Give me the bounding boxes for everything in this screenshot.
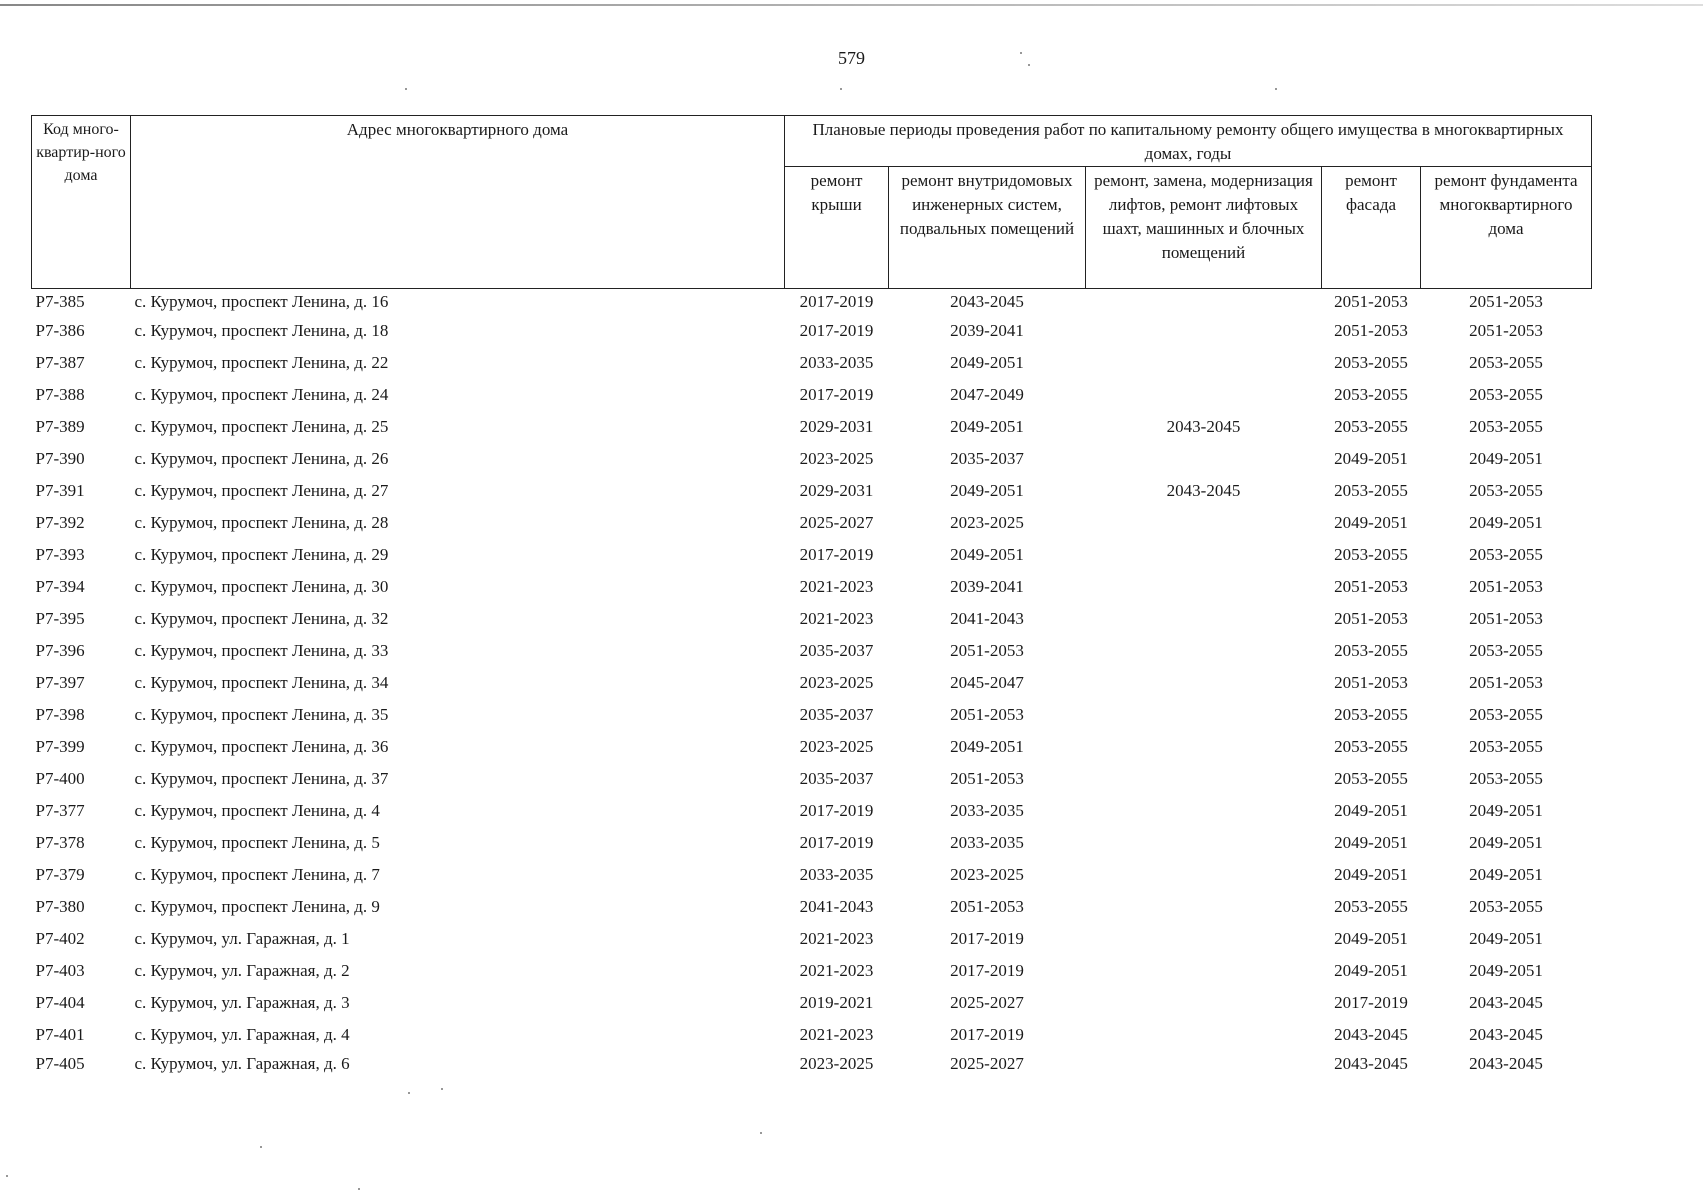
- cell-address: с. Курумоч, проспект Ленина, д. 29: [134, 545, 389, 564]
- cell-roof-period: 2021-2023: [799, 929, 874, 948]
- cell-facade-period: 2053-2055: [1334, 385, 1408, 404]
- table-row: [32, 923, 1592, 955]
- cell-foundation-period: 2051-2053: [1469, 577, 1543, 596]
- cell-engineering-period: 2049-2051: [950, 737, 1024, 756]
- cell-elevators-period: [1086, 379, 1322, 411]
- cell-foundation-period: 2049-2051: [1469, 865, 1543, 884]
- cell-roof-period: 2035-2037: [799, 705, 874, 724]
- cell-foundation-period: 2053-2055: [1469, 385, 1543, 404]
- table-row: [32, 289, 1592, 316]
- cell-engineering-period: 2023-2025: [950, 513, 1024, 532]
- cell-facade-period: 2049-2051: [1334, 929, 1408, 948]
- cell-building-code: Р7-386: [35, 321, 85, 340]
- cell-foundation-period: 2053-2055: [1469, 481, 1543, 500]
- scan-speck: [1028, 64, 1030, 66]
- cell-roof-period: 2033-2035: [799, 353, 874, 372]
- cell-elevators-period: [1086, 315, 1322, 347]
- cell-foundation-period: 2049-2051: [1469, 513, 1543, 532]
- cell-engineering-period: 2041-2043: [950, 609, 1024, 628]
- scan-speck: [260, 1146, 262, 1148]
- cell-roof-period: 2025-2027: [799, 513, 874, 532]
- table-row: [32, 795, 1592, 827]
- cell-elevators-period: [1086, 827, 1322, 859]
- cell-facade-period: 2049-2051: [1334, 513, 1408, 532]
- cell-building-code: Р7-387: [35, 353, 85, 372]
- cell-building-code: Р7-378: [35, 833, 85, 852]
- cell-address: с. Курумоч, проспект Ленина, д. 26: [134, 449, 389, 468]
- cell-elevators-period: [1086, 289, 1322, 316]
- cell-building-code: Р7-389: [35, 417, 85, 436]
- cell-elevators-period: 2043-2045: [1166, 481, 1241, 500]
- table-row: [32, 859, 1592, 891]
- cell-engineering-period: 2051-2053: [950, 641, 1024, 660]
- cell-engineering-period: 2017-2019: [950, 1025, 1024, 1044]
- cell-foundation-period: 2051-2053: [1469, 673, 1543, 692]
- cell-roof-period: 2017-2019: [799, 292, 874, 311]
- cell-elevators-period: [1086, 539, 1322, 571]
- table-row: [32, 475, 1592, 507]
- cell-facade-period: 2053-2055: [1334, 705, 1408, 724]
- table-row: [32, 891, 1592, 923]
- cell-roof-period: 2035-2037: [799, 769, 874, 788]
- cell-address: с. Курумоч, ул. Гаражная, д. 1: [134, 929, 350, 948]
- cell-address: с. Курумоч, проспект Ленина, д. 28: [134, 513, 389, 532]
- cell-foundation-period: 2051-2053: [1469, 609, 1543, 628]
- cell-address: с. Курумоч, проспект Ленина, д. 32: [134, 609, 389, 628]
- header-foundation: ремонт фундамента многоквартирного дома: [1421, 167, 1592, 289]
- cell-foundation-period: 2049-2051: [1469, 929, 1543, 948]
- cell-elevators-period: [1086, 859, 1322, 891]
- cell-elevators-period: [1086, 731, 1322, 763]
- cell-engineering-period: 2033-2035: [950, 833, 1024, 852]
- table-row: [32, 667, 1592, 699]
- cell-building-code: Р7-394: [35, 577, 85, 596]
- table-row: [32, 987, 1592, 1019]
- cell-facade-period: 2053-2055: [1334, 769, 1408, 788]
- cell-elevators-period: [1086, 763, 1322, 795]
- table-row: [32, 955, 1592, 987]
- scan-speck: [1275, 88, 1277, 90]
- scan-speck: [760, 1132, 762, 1134]
- table-row: [32, 635, 1592, 667]
- table-row: [32, 507, 1592, 539]
- cell-engineering-period: 2049-2051: [950, 353, 1024, 372]
- cell-roof-period: 2023-2025: [799, 1054, 874, 1073]
- cell-building-code: Р7-401: [35, 1025, 85, 1044]
- scan-speck: [6, 1175, 8, 1177]
- cell-building-code: Р7-393: [35, 545, 85, 564]
- cell-elevators-period: [1086, 987, 1322, 1019]
- cell-building-code: Р7-400: [35, 769, 85, 788]
- cell-elevators-period: [1086, 699, 1322, 731]
- cell-foundation-period: 2053-2055: [1469, 641, 1543, 660]
- cell-building-code: Р7-397: [35, 673, 85, 692]
- cell-roof-period: 2023-2025: [799, 737, 874, 756]
- cell-facade-period: 2017-2019: [1334, 993, 1408, 1012]
- cell-building-code: Р7-388: [35, 385, 85, 404]
- cell-address: с. Курумоч, проспект Ленина, д. 30: [134, 577, 389, 596]
- cell-address: с. Курумоч, проспект Ленина, д. 37: [134, 769, 389, 788]
- cell-address: с. Курумоч, проспект Ленина, д. 36: [134, 737, 389, 756]
- table-row: [32, 539, 1592, 571]
- cell-building-code: Р7-403: [35, 961, 85, 980]
- cell-roof-period: 2021-2023: [799, 1025, 874, 1044]
- cell-roof-period: 2029-2031: [799, 481, 874, 500]
- cell-roof-period: 2017-2019: [799, 801, 874, 820]
- cell-building-code: Р7-404: [35, 993, 85, 1012]
- cell-engineering-period: 2025-2027: [950, 993, 1024, 1012]
- cell-elevators-period: [1086, 347, 1322, 379]
- cell-elevators-period: [1086, 571, 1322, 603]
- cell-facade-period: 2043-2045: [1334, 1054, 1408, 1073]
- cell-facade-period: 2049-2051: [1334, 801, 1408, 820]
- cell-address: с. Курумоч, проспект Ленина, д. 4: [134, 801, 380, 820]
- cell-roof-period: 2023-2025: [799, 449, 874, 468]
- cell-engineering-period: 2049-2051: [950, 417, 1024, 436]
- cell-address: с. Курумоч, проспект Ленина, д. 25: [134, 417, 389, 436]
- cell-engineering-period: 2039-2041: [950, 577, 1024, 596]
- cell-address: с. Курумоч, проспект Ленина, д. 33: [134, 641, 389, 660]
- table-body: [32, 289, 1592, 1078]
- scan-top-edge: [0, 4, 1703, 6]
- cell-building-code: Р7-377: [35, 801, 85, 820]
- table-row: [32, 699, 1592, 731]
- cell-address: с. Курумоч, проспект Ленина, д. 35: [134, 705, 389, 724]
- cell-building-code: Р7-395: [35, 609, 85, 628]
- cell-foundation-period: 2053-2055: [1469, 545, 1543, 564]
- header-periods-group: Плановые периоды проведения работ по капитальному ремонту общего имущества в многоквартирных домах, годы: [785, 116, 1592, 167]
- table-row: [32, 571, 1592, 603]
- cell-address: с. Курумоч, проспект Ленина, д. 16: [134, 292, 389, 311]
- cell-elevators-period: [1086, 667, 1322, 699]
- cell-elevators-period: [1086, 891, 1322, 923]
- capital-repair-table: [31, 115, 1592, 1077]
- cell-facade-period: 2043-2045: [1334, 1025, 1408, 1044]
- table-row: [32, 827, 1592, 859]
- cell-facade-period: 2049-2051: [1334, 833, 1408, 852]
- table-row: [32, 411, 1592, 443]
- cell-facade-period: 2053-2055: [1334, 545, 1408, 564]
- cell-engineering-period: 2043-2045: [950, 292, 1024, 311]
- cell-address: с. Курумоч, проспект Ленина, д. 22: [134, 353, 389, 372]
- cell-building-code: Р7-390: [35, 449, 85, 468]
- table-row: [32, 315, 1592, 347]
- table-row: [32, 763, 1592, 795]
- cell-building-code: Р7-392: [35, 513, 85, 532]
- cell-engineering-period: 2035-2037: [950, 449, 1024, 468]
- table-row: [32, 1019, 1592, 1051]
- cell-elevators-period: [1086, 955, 1322, 987]
- cell-roof-period: 2021-2023: [799, 609, 874, 628]
- cell-address: с. Курумоч, проспект Ленина, д. 18: [134, 321, 389, 340]
- header-roof: ремонт крыши: [785, 167, 889, 289]
- cell-elevators-period: [1086, 443, 1322, 475]
- cell-elevators-period: 2043-2045: [1166, 417, 1241, 436]
- cell-building-code: Р7-379: [35, 865, 85, 884]
- scan-speck: [408, 1092, 410, 1094]
- cell-engineering-period: 2023-2025: [950, 865, 1024, 884]
- cell-address: с. Курумоч, проспект Ленина, д. 27: [134, 481, 389, 500]
- cell-address: с. Курумоч, ул. Гаражная, д. 4: [134, 1025, 350, 1044]
- cell-foundation-period: 2053-2055: [1469, 769, 1543, 788]
- cell-engineering-period: 2049-2051: [950, 545, 1024, 564]
- cell-elevators-period: [1086, 635, 1322, 667]
- cell-facade-period: 2049-2051: [1334, 865, 1408, 884]
- cell-roof-period: 2017-2019: [799, 385, 874, 404]
- cell-engineering-period: 2017-2019: [950, 929, 1024, 948]
- cell-engineering-period: 2045-2047: [950, 673, 1024, 692]
- cell-facade-period: 2049-2051: [1334, 961, 1408, 980]
- header-building-code: Код много-квартир-ного дома: [32, 116, 131, 289]
- cell-foundation-period: 2051-2053: [1469, 292, 1543, 311]
- cell-facade-period: 2053-2055: [1334, 641, 1408, 660]
- cell-engineering-period: 2017-2019: [950, 961, 1024, 980]
- cell-address: с. Курумоч, проспект Ленина, д. 7: [134, 865, 380, 884]
- table-row: [32, 1051, 1592, 1077]
- cell-building-code: Р7-399: [35, 737, 85, 756]
- cell-foundation-period: 2043-2045: [1469, 1054, 1543, 1073]
- cell-foundation-period: 2043-2045: [1469, 993, 1543, 1012]
- scan-speck: [840, 88, 842, 90]
- cell-roof-period: 2017-2019: [799, 321, 874, 340]
- cell-foundation-period: 2053-2055: [1469, 353, 1543, 372]
- header-facade: ремонт фасада: [1322, 167, 1421, 289]
- cell-foundation-period: 2049-2051: [1469, 801, 1543, 820]
- cell-address: с. Курумоч, ул. Гаражная, д. 2: [134, 961, 350, 980]
- table-row: [32, 603, 1592, 635]
- cell-roof-period: 2041-2043: [799, 897, 874, 916]
- cell-engineering-period: 2047-2049: [950, 385, 1024, 404]
- cell-facade-period: 2051-2053: [1334, 292, 1408, 311]
- cell-address: с. Курумоч, проспект Ленина, д. 9: [134, 897, 380, 916]
- cell-elevators-period: [1086, 795, 1322, 827]
- cell-roof-period: 2017-2019: [799, 833, 874, 852]
- cell-roof-period: 2017-2019: [799, 545, 874, 564]
- cell-foundation-period: 2049-2051: [1469, 449, 1543, 468]
- cell-facade-period: 2053-2055: [1334, 737, 1408, 756]
- cell-foundation-period: 2053-2055: [1469, 705, 1543, 724]
- cell-facade-period: 2049-2051: [1334, 449, 1408, 468]
- scan-speck: [405, 88, 407, 90]
- cell-building-code: Р7-391: [35, 481, 85, 500]
- cell-elevators-period: [1086, 923, 1322, 955]
- cell-engineering-period: 2049-2051: [950, 481, 1024, 500]
- cell-address: с. Курумоч, ул. Гаражная, д. 6: [134, 1054, 350, 1073]
- cell-foundation-period: 2053-2055: [1469, 897, 1543, 916]
- scan-speck: [1020, 52, 1022, 54]
- cell-engineering-period: 2051-2053: [950, 897, 1024, 916]
- cell-engineering-period: 2039-2041: [950, 321, 1024, 340]
- cell-building-code: Р7-402: [35, 929, 85, 948]
- page-number: 579: [838, 48, 865, 68]
- cell-facade-period: 2053-2055: [1334, 481, 1408, 500]
- cell-facade-period: 2051-2053: [1334, 609, 1408, 628]
- cell-foundation-period: 2053-2055: [1469, 737, 1543, 756]
- cell-engineering-period: 2033-2035: [950, 801, 1024, 820]
- cell-address: с. Курумоч, проспект Ленина, д. 5: [134, 833, 380, 852]
- cell-foundation-period: 2053-2055: [1469, 417, 1543, 436]
- header-elevators: ремонт, замена, модернизация лифтов, ремонт лифтовых шахт, машинных и блочных помещений: [1086, 167, 1322, 289]
- cell-building-code: Р7-396: [35, 641, 85, 660]
- cell-roof-period: 2019-2021: [799, 993, 874, 1012]
- cell-building-code: Р7-398: [35, 705, 85, 724]
- scan-speck: [358, 1188, 360, 1190]
- cell-foundation-period: 2049-2051: [1469, 833, 1543, 852]
- scan-speck: [441, 1088, 443, 1090]
- header-engineering: ремонт внутридомовых инженерных систем, подвальных помещений: [889, 167, 1086, 289]
- cell-elevators-period: [1086, 1019, 1322, 1051]
- cell-address: с. Курумоч, проспект Ленина, д. 34: [134, 673, 389, 692]
- cell-foundation-period: 2043-2045: [1469, 1025, 1543, 1044]
- table-row: [32, 443, 1592, 475]
- table-row: [32, 379, 1592, 411]
- cell-roof-period: 2021-2023: [799, 961, 874, 980]
- cell-roof-period: 2033-2035: [799, 865, 874, 884]
- cell-engineering-period: 2025-2027: [950, 1054, 1024, 1073]
- cell-roof-period: 2023-2025: [799, 673, 874, 692]
- cell-facade-period: 2051-2053: [1334, 673, 1408, 692]
- cell-facade-period: 2053-2055: [1334, 897, 1408, 916]
- cell-building-code: Р7-385: [35, 292, 85, 311]
- table-row: [32, 347, 1592, 379]
- cell-building-code: Р7-380: [35, 897, 85, 916]
- cell-facade-period: 2051-2053: [1334, 321, 1408, 340]
- cell-elevators-period: [1086, 1051, 1322, 1077]
- cell-building-code: Р7-405: [35, 1054, 85, 1073]
- cell-elevators-period: [1086, 603, 1322, 635]
- cell-facade-period: 2051-2053: [1334, 577, 1408, 596]
- cell-roof-period: 2021-2023: [799, 577, 874, 596]
- header-address: Адрес многоквартирного дома: [131, 116, 785, 289]
- cell-address: с. Курумоч, ул. Гаражная, д. 3: [134, 993, 350, 1012]
- table-row: [32, 731, 1592, 763]
- cell-roof-period: 2029-2031: [799, 417, 874, 436]
- cell-address: с. Курумоч, проспект Ленина, д. 24: [134, 385, 389, 404]
- cell-facade-period: 2053-2055: [1334, 353, 1408, 372]
- cell-facade-period: 2053-2055: [1334, 417, 1408, 436]
- cell-elevators-period: [1086, 507, 1322, 539]
- cell-roof-period: 2035-2037: [799, 641, 874, 660]
- cell-foundation-period: 2049-2051: [1469, 961, 1543, 980]
- cell-foundation-period: 2051-2053: [1469, 321, 1543, 340]
- cell-engineering-period: 2051-2053: [950, 769, 1024, 788]
- cell-engineering-period: 2051-2053: [950, 705, 1024, 724]
